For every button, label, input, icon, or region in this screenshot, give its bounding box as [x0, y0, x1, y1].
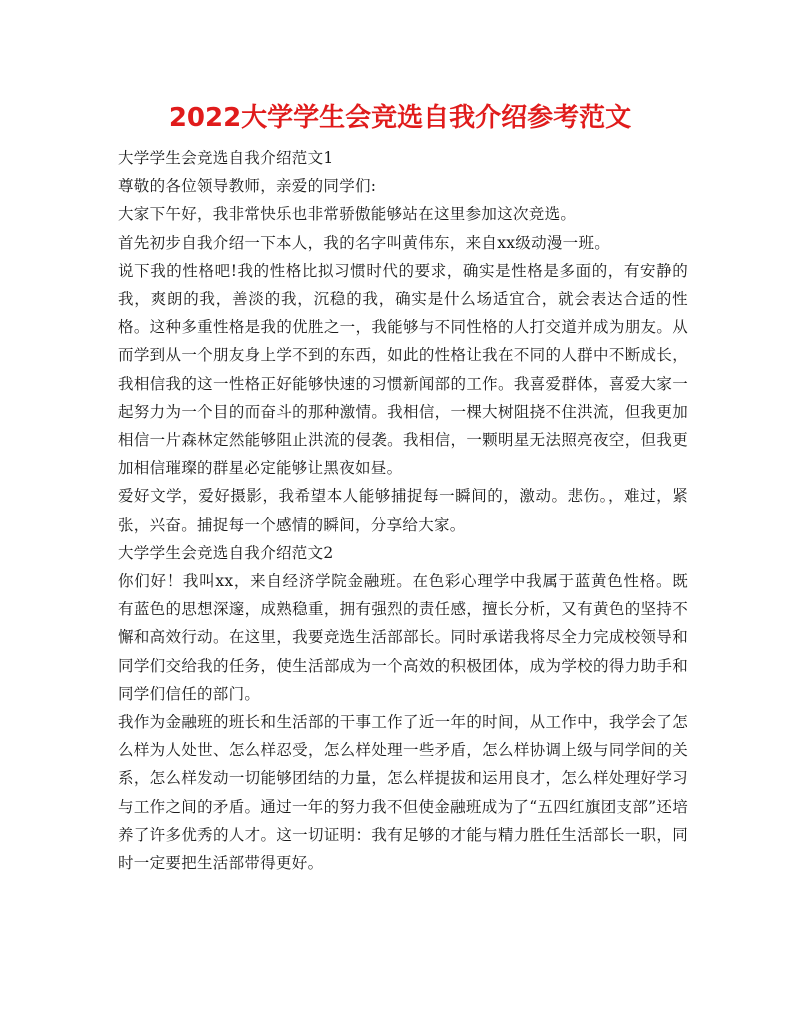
document-body	[118, 144, 688, 877]
document-title: 2022大学学生会竞选自我介绍参考范文	[168, 103, 632, 133]
paragraph: 我作为金融班的班长和生活部的干事工作了近一年的时间，从工作中，我学会了怎么样为人处世、怎么样忍受，怎么样处理一些矛盾，怎么样协调上级与同学间的关系，怎么样发动一切能够团结的力量，怎么样提拔和运用良才，怎么样处理好学习与工作之间的矛盾。通过一年的努力我不但使金融班成为了“五四红旗团支部”还培养了许多优秀的人才。这一切证明：我有足够的才能与精力胜任生活部长一职，同时一定要把生活部带得更好。	[118, 713, 688, 873]
paragraph: 首先初步自我介绍一下本人，我的名字叫黄伟东，来自xx级动漫一班。	[118, 233, 611, 252]
paragraph: 你们好！我叫xx，来自经济学院金融班。在色彩心理学中我属于蓝黄色性格。既有蓝色的思想深邃，成熟稳重，拥有强烈的责任感，擅长分析，又有黄色的坚持不懈和高效行动。在这里，我要竞选生活部部长。同时承诺我将尽全力完成校领导和同学们交给我的任务，使生活部成为一个高效的积极团体，成为学校的得力助手和同学们信任的部门。	[118, 572, 688, 703]
paragraph: 说下我的性格吧!我的性格比拟习惯时代的要求，确实是性格是多面的，有安静的我，爽朗的我，善淡的我，沉稳的我，确实是什么场适宜合，就会表达合适的性格。这种多重性格是我的优胜之一，我能够与不同性格的人打交道并成为朋友。从而学到从一个朋友身上学不到的东西，如此的性格让我在不同的人群中不断成长，我相信我的这一性格正好能够快速的习惯新闻部的工作。我喜爱群体，喜爱大家一起努力为一个目的而奋斗的那种激情。我相信，一棵大树阻挠不住洪流，但我更加相信一片森林定然能够阻止洪流的侵袭。我相信，一颗明星无法照亮夜空，但我更加相信璀璨的群星必定能够让黑夜如昼。	[118, 261, 688, 478]
paragraph: 大家下午好，我非常快乐也非常骄傲能够站在这里参加这次竞选。	[118, 205, 577, 224]
paragraph: 爱好文学，爱好摄影，我希望本人能够捕捉每一瞬间的，激动。悲伤。，难过，紧张，兴奋。捕捉每一个感情的瞬间，分享给大家。	[118, 487, 688, 534]
paragraph: 尊敬的各位领导教师，亲爱的同学们:	[118, 177, 377, 196]
section-heading: 大学学生会竞选自我介绍范文1	[118, 149, 334, 167]
section-heading: 大学学生会竞选自我介绍范文2	[118, 543, 334, 562]
